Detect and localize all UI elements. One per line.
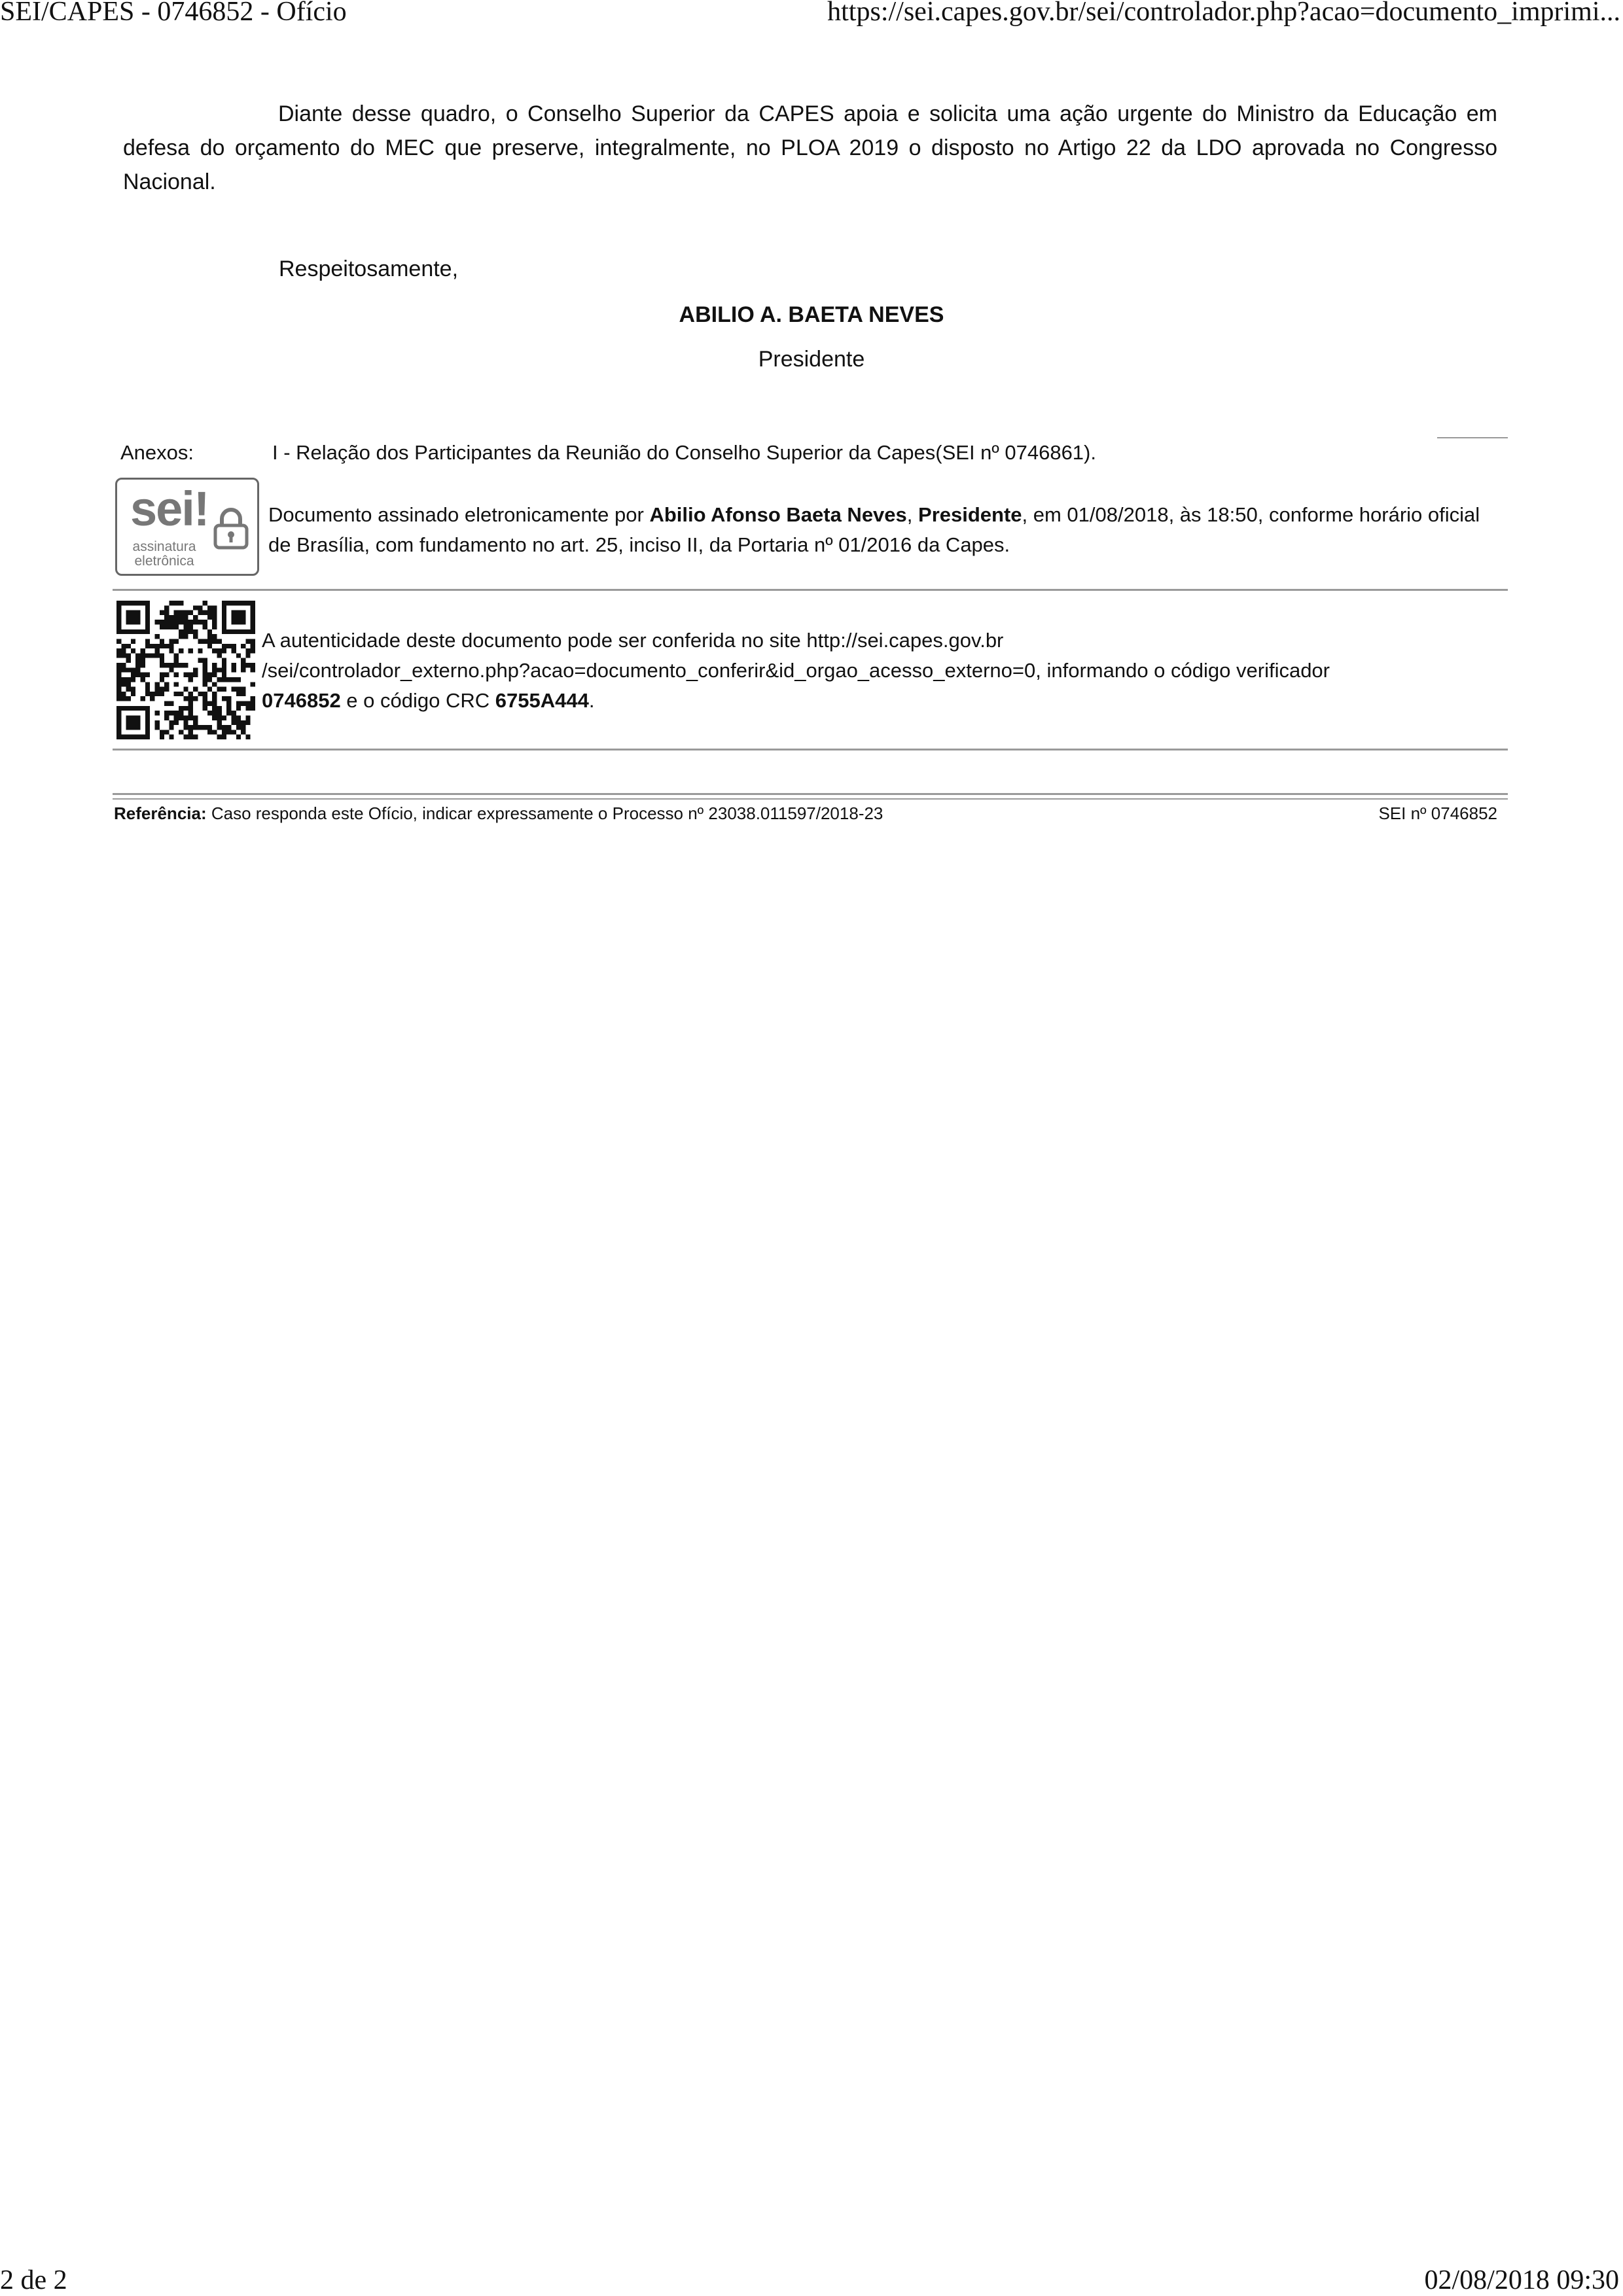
divider (113, 793, 1508, 795)
closing-text: Respeitosamente, (279, 256, 459, 281)
divider (113, 589, 1508, 591)
signer-role: Presidente (918, 503, 1022, 526)
verifier-code: 0746852 (262, 689, 341, 712)
authenticity-statement: A autenticidade deste documento pode ser conferida no site http://sei.capes.gov.br /sei/controlador_externo.php?acao=documento_conferir&id_orgao_acesso_externo=0, informando o código verificador 0746852 e o código CRC 6755A444. (262, 629, 1330, 712)
signature-statement: Documento assinado eletronicamente por Abilio Afonso Baeta Neves, Presidente, em 01/08/2018, às 18:50, conforme horário oficial de Brasília, com fundamento no art. 25, inciso II, da Portaria nº 01/2016 da Capes. (268, 503, 1480, 556)
signatory-name: ABILIO A. BAETA NEVES (679, 302, 944, 327)
signer-name: Abilio Afonso Baeta Neves (649, 503, 907, 526)
crc-code: 6755A444 (495, 689, 589, 712)
divider (113, 798, 1508, 800)
print-footer-datetime: 02/08/2018 09:30 (1424, 2265, 1619, 2295)
annexes-label: Anexos: (120, 441, 194, 464)
qr-code-icon (116, 601, 255, 739)
print-header-url: https://sei.capes.gov.br/sei/controlador.php?acao=documento_imprimi... (827, 0, 1620, 27)
sei-logo-word: sei! (130, 482, 209, 536)
reference-note: Referência: Caso responda este Ofício, indicar expressamente o Processo nº 23038.011597/2018-23 (114, 804, 883, 823)
sei-signature-logo (115, 478, 259, 576)
sei-logo-subtitle: assinatura eletrônica (132, 539, 196, 569)
print-footer-page: 2 de 2 (0, 2265, 67, 2295)
annex-item: I - Relação dos Participantes da Reunião do Conselho Superior da Capes(SEI nº 0746861). (272, 441, 1096, 464)
print-header-title: SEI/CAPES - 0746852 - Ofício (0, 0, 347, 27)
body-paragraph: Diante desse quadro, o Conselho Superior da CAPES apoia e solicita uma ação urgente do Ministro da Educação em defesa do orçamento do MEC que preserve, integralmente, no PLOA 2019 o disposto no Artigo 22 da LDO aprovada no Congresso Nacional. (123, 101, 1497, 194)
lock-icon (213, 507, 249, 550)
sei-number: SEI nº 0746852 (1378, 804, 1497, 823)
signatory-role: Presidente (758, 347, 865, 372)
divider (1437, 437, 1508, 438)
divider (113, 749, 1508, 751)
